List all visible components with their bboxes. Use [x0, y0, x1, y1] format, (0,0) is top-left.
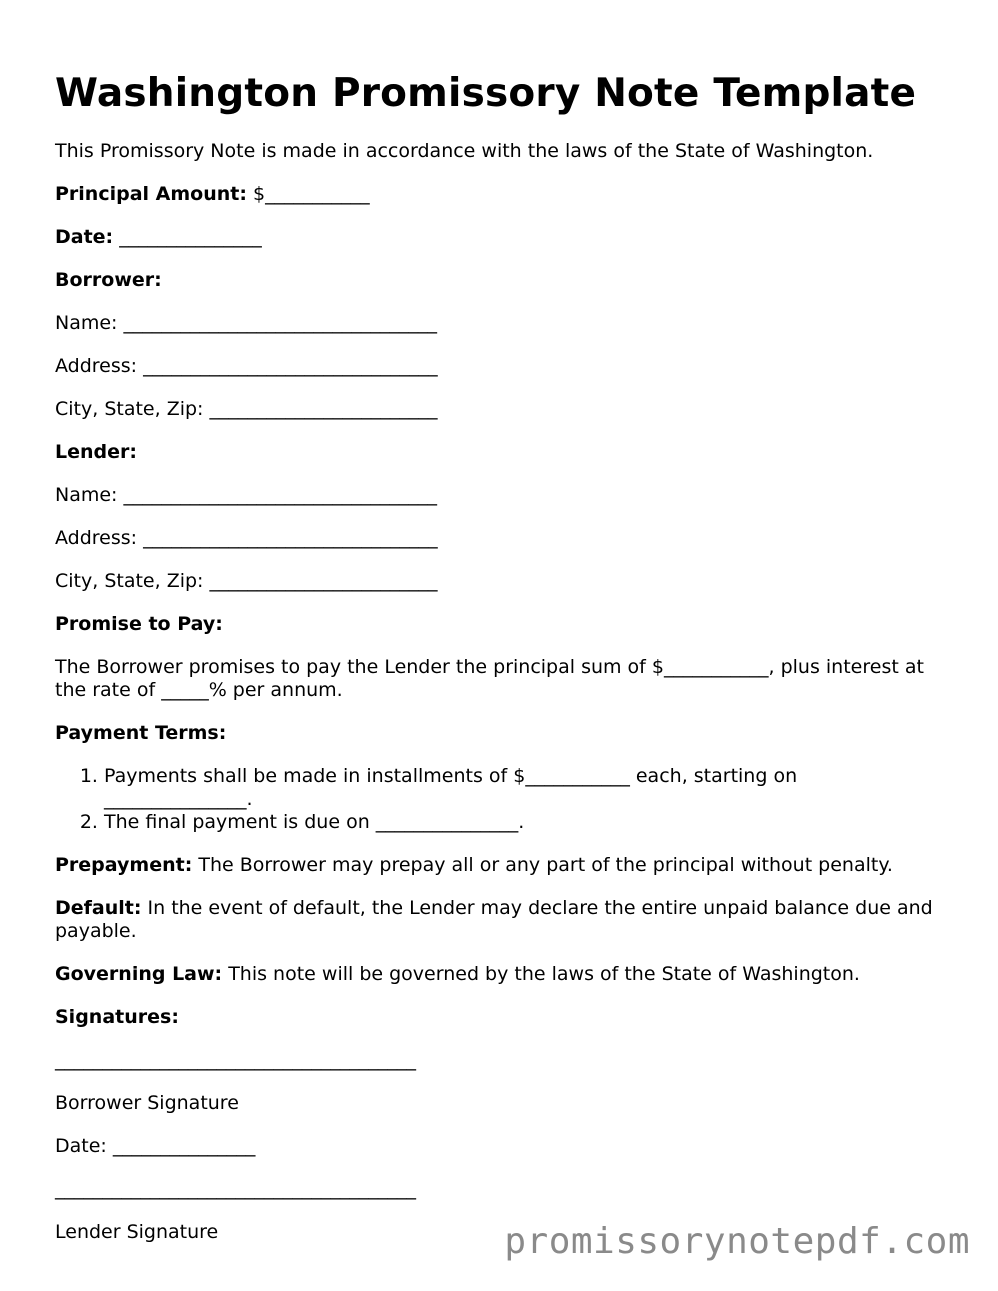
- intro-text: This Promissory Note is made in accordance with the laws of the State of Washington.: [55, 140, 874, 162]
- default-text: In the event of default, the Lender may declare the entire unpaid balance due and payable.: [55, 897, 933, 942]
- prepayment-label: Prepayment:: [55, 854, 193, 876]
- watermark: promissorynotepdf.com: [504, 1221, 970, 1262]
- governing-law-text: This note will be governed by the laws of the State of Washington.: [222, 963, 860, 985]
- principal-amount-line: [55, 183, 945, 206]
- default-label: Default:: [55, 897, 142, 919]
- payment-terms-heading: Payment Terms:: [55, 722, 227, 744]
- lender-signature-line: ______________________________________: [55, 1178, 416, 1200]
- lender-signature-label: Lender Signature: [55, 1221, 219, 1243]
- document-page: [55, 70, 945, 1264]
- principal-amount-label: Principal Amount:: [55, 183, 247, 205]
- lender-heading: Lender:: [55, 441, 137, 463]
- prepayment-clause: [55, 854, 945, 877]
- lender-address-field: Address: _______________________________: [55, 527, 438, 549]
- borrower-city-field: City, State, Zip: ________________________: [55, 398, 438, 420]
- borrower-signature-line: ______________________________________: [55, 1049, 416, 1071]
- signatures-heading: Signatures:: [55, 1006, 179, 1028]
- payment-terms-list: [55, 765, 945, 834]
- promise-heading: Promise to Pay:: [55, 613, 223, 635]
- borrower-name-field: Name: _________________________________: [55, 312, 437, 334]
- governing-law-clause: [55, 963, 945, 986]
- date-blank: _______________: [113, 226, 262, 248]
- borrower-heading: Borrower:: [55, 269, 162, 291]
- prepayment-text: The Borrower may prepay all or any part of the principal without penalty.: [192, 854, 893, 876]
- lender-name-field: Name: _________________________________: [55, 484, 437, 506]
- date-label: Date:: [55, 226, 114, 248]
- list-item: 1. Payments shall be made in installments of $___________ each, starting on _______________.: [104, 765, 945, 811]
- lender-city-field: City, State, Zip: ________________________: [55, 570, 438, 592]
- borrower-address-field: Address: _______________________________: [55, 355, 438, 377]
- date-line: [55, 226, 945, 249]
- list-item: 2. The final payment is due on _______________.: [104, 811, 945, 834]
- default-clause: [55, 897, 945, 943]
- principal-amount-blank: $___________: [246, 183, 370, 205]
- governing-law-label: Governing Law:: [55, 963, 223, 985]
- document-title: Washington Promissory Note Template: [55, 71, 917, 116]
- promise-text: The Borrower promises to pay the Lender the principal sum of $___________, plus interest at the rate of _____% per annum.: [55, 656, 924, 701]
- signature-date-line: Date: _______________: [55, 1135, 256, 1157]
- borrower-signature-label: Borrower Signature: [55, 1092, 239, 1114]
